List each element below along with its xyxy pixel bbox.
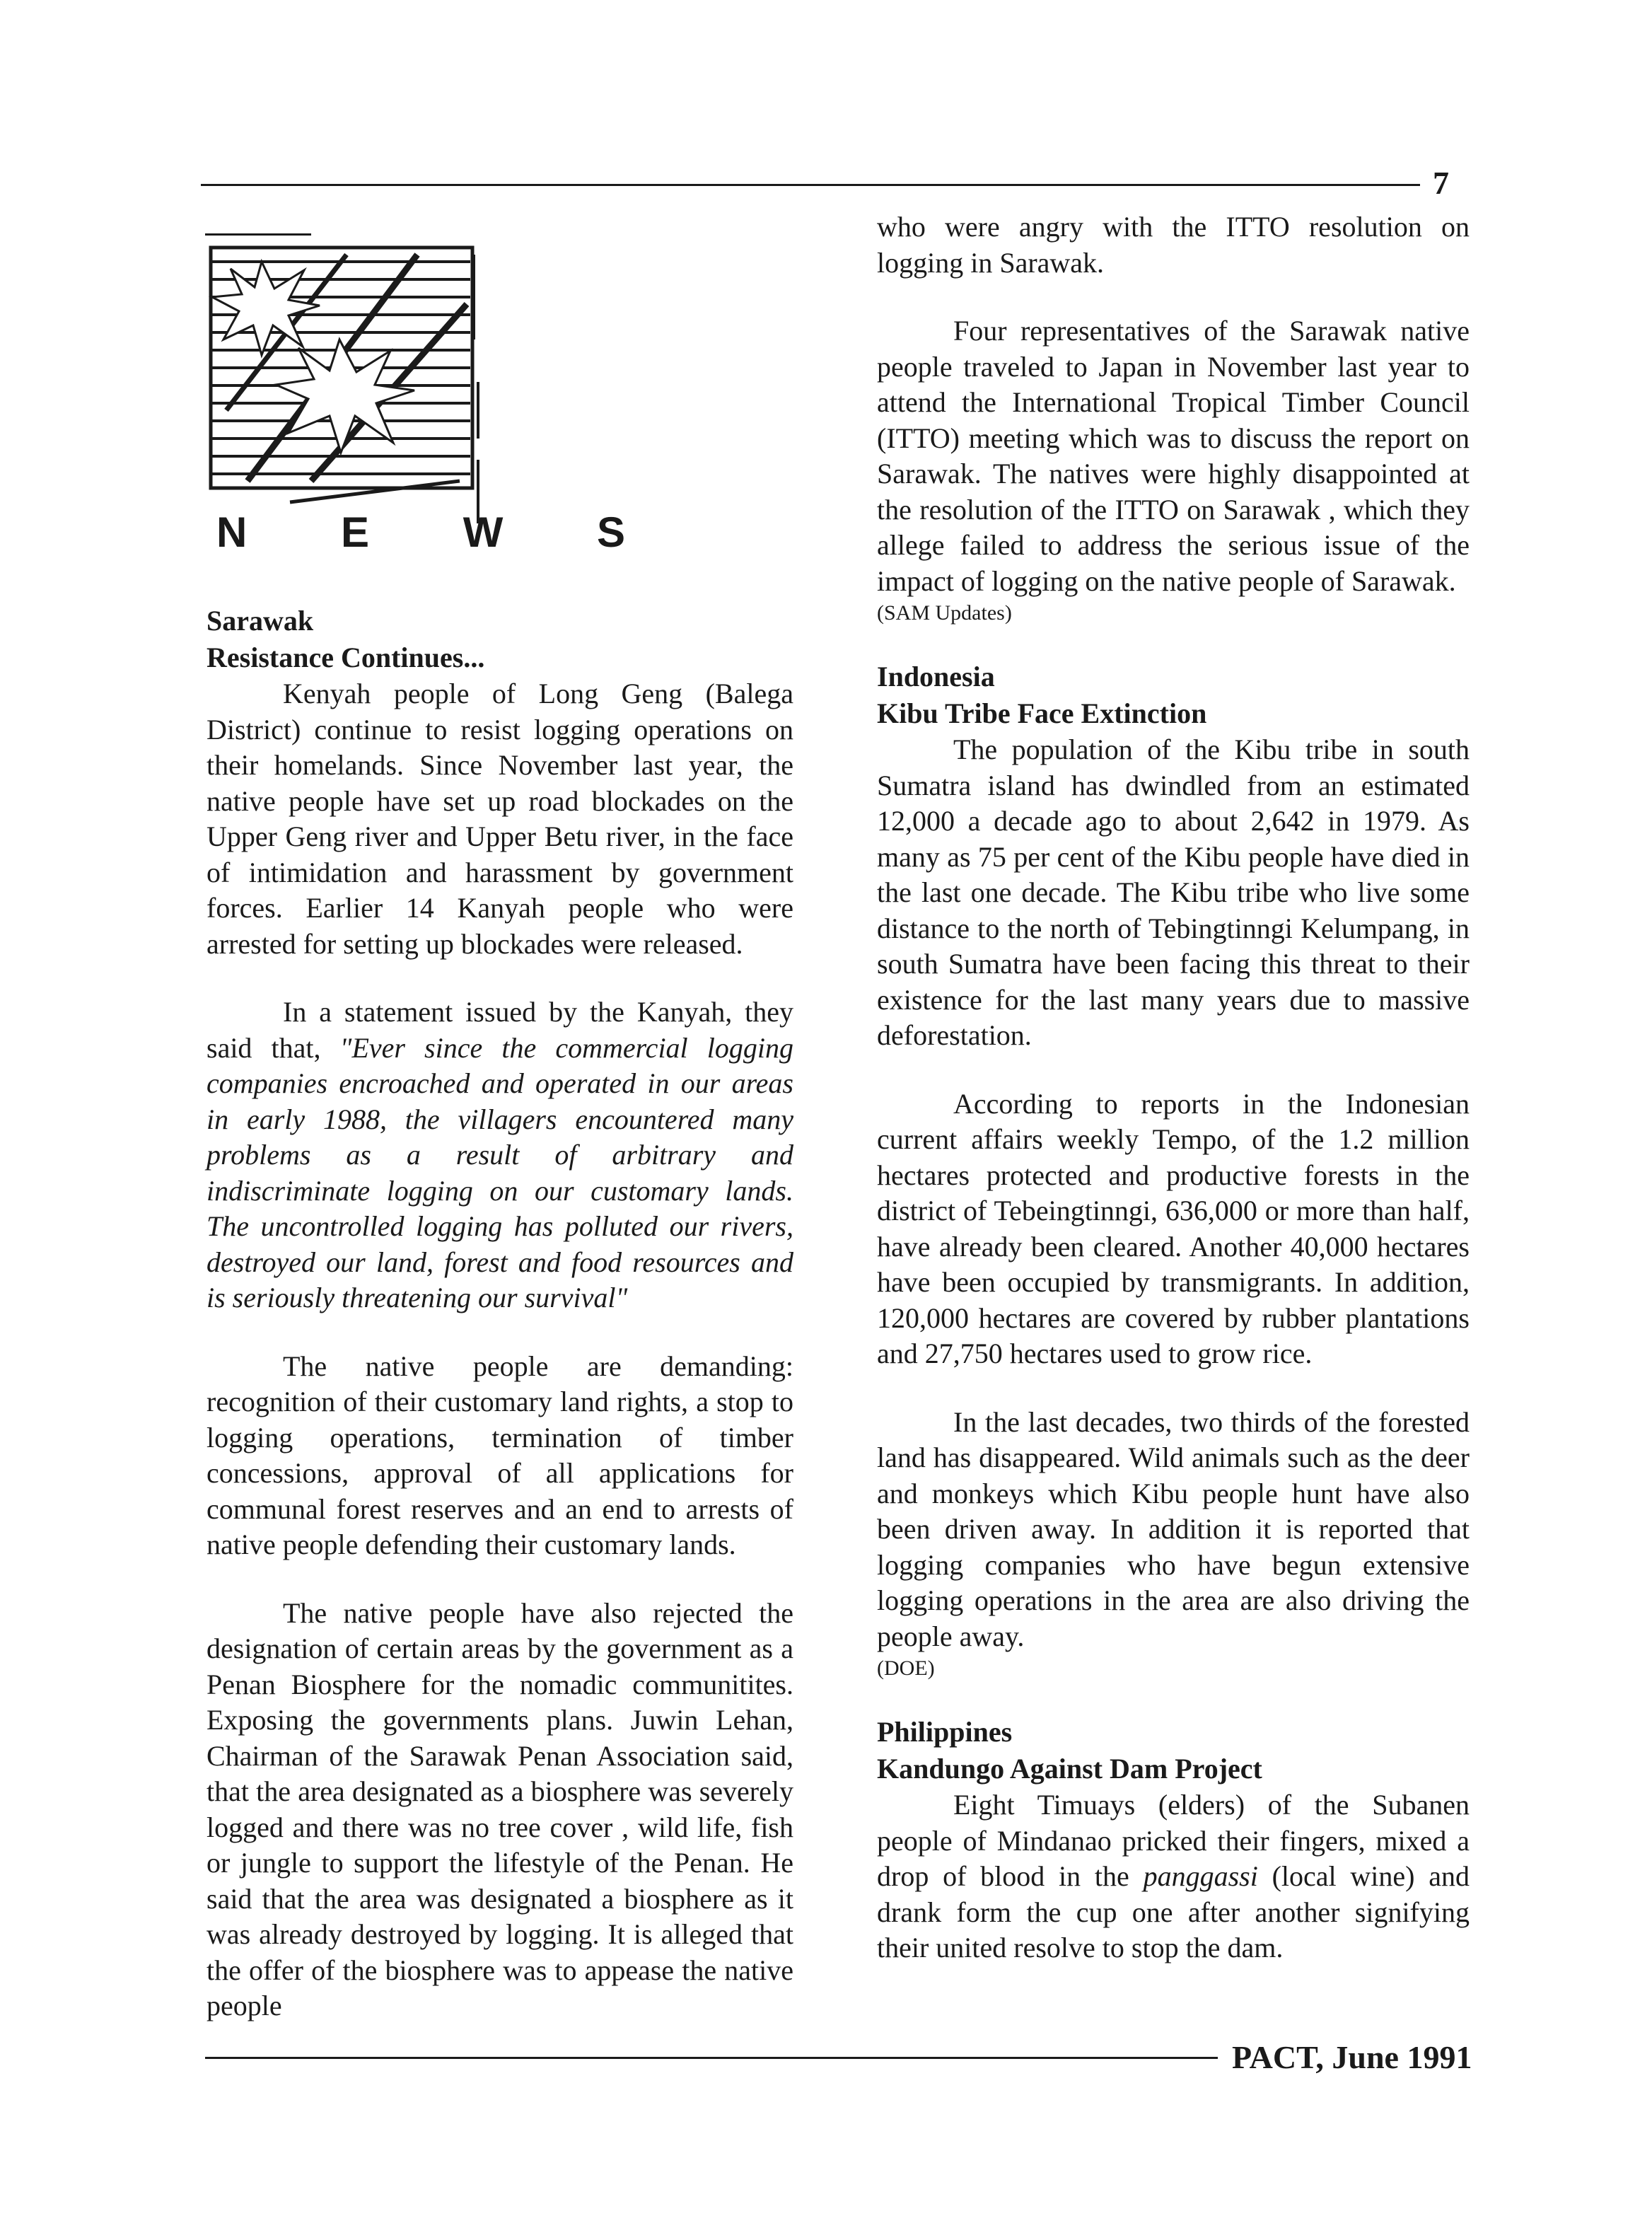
source-sam-updates: (SAM Updates) (877, 601, 1012, 625)
section-title-sarawak: Sarawak (206, 605, 314, 637)
statement-quote: "Ever since the commercial logging companies encroached and operated in our areas in early 1988, the villagers encountered many problems as a result of arbitrary and indiscriminate logging on our customary lands. The uncontrolled logging has polluted our rivers, destroyed our land, forest and food resources and is seriously threatening our survival" (206, 1031, 793, 1313)
paragraph-timuays (877, 1787, 1470, 1966)
paragraph-itto: Four representatives of the Sarawak native people traveled to Japan in November last year to attend the International Tropical Timber Council (ITTO) meeting which was to discuss the report on Sarawak. The natives were highly disappointed at the resolution of the ITTO on Sarawak , which they allege failed to address the serious issue of the impact of logging on the native people of Sarawak. (877, 315, 1470, 597)
paragraph-tempo: According to reports in the Indonesian current affairs weekly Tempo, of the 1.2 million hectares protected and productive forests in the district of Tebeingtinngi, 636,000 or more than half, have already been cleared. Another 40,000 hectares have been occupied by transmigrants. In addition, 120,000 hectares are covered by rubber plantations and 27,750 hectares used to grow rice. (877, 1087, 1470, 1369)
headline-kibu: Kibu Tribe Face Extinction (877, 697, 1207, 729)
header-rule (201, 184, 1420, 186)
paragraph-forest-loss: In the last decades, two thirds of the forested land has disappeared. Wild animals such as the deer and monkeys which Kibu people hunt have also been driven away. In addition it is reported that logging companies who have begun extensive logging operations in the area are also driving the people away. (877, 1405, 1470, 1652)
statement-intro: In a statement issued by the Kanyah, they said that, (206, 996, 793, 1064)
timuays-text-after: (local wine) and drank form the cup one after another signifying their united resolve to stop the dam. (877, 1860, 1470, 1963)
left-column (206, 603, 793, 2024)
news-logo-word: N E W S (216, 509, 667, 556)
section-title-philippines: Philippines (877, 1716, 1013, 1748)
paragraph-continuation: who were angry with the ITTO resolution on logging in Sarawak. (877, 211, 1470, 279)
section-title-indonesia: Indonesia (877, 661, 995, 692)
paragraph-biosphere: The native people have also rejected the designation of certain areas by the government as a Penan Biosphere for the nomadic communitites. Exposing the governments plans. Juwin Lehan, Chairman of the Sarawak Penan Association said, that the area designated as a biosphere was severely logged and there was no tree cover , wild life, fish or jungle to support the lifestyle of the Penan. He said that the area was designated a biosphere as it was already destroyed by logging. It is alleged that the offer of the biosphere was to appease the native people (206, 1596, 793, 2021)
timuays-text-before: Eight Timuays (elders) of the Subanen people of Mindanao pricked their fingers, mixed a drop of blood in the (877, 1789, 1470, 1892)
headline-kandungo: Kandungo Against Dam Project (877, 1753, 1262, 1785)
paragraph-statement (206, 994, 793, 1316)
footer-publication: PACT, June 1991 (1232, 2039, 1472, 2075)
paragraph-demands: The native people are demanding: recognition of their customary land rights, a stop to logging operations, termination of timber concessions, approval of all applications for communal forest reserves and an end to arrests of native people defending their customary lands. (206, 1350, 793, 1560)
paragraph-kenyah: Kenyah people of Long Geng (Balega District) continue to resist logging operations on their homelands. Since November last year, the native people have set up road blockades on the Upper Geng river and Upper Betu river, in the face of intimidation and harassment by government forces. Earlier 14 Kanyah people who were arrested for setting up blockades were released. (206, 678, 793, 960)
paragraph-kibu-population: The population of the Kibu tribe in south Sumatra island has dwindled from an estimated 12,000 a decade ago to about 2,642 in 1979. As many as 75 per cent of the Kibu people have died in the last one decade. The Kibu tribe who live some distance to the north of Tebingtinngi Kelumpang, in south Sumatra have been facing this threat to their existence for the last many years due to massive deforestation. (877, 733, 1470, 1051)
headline-resistance: Resistance Continues... (206, 642, 485, 673)
timuays-text-italic: panggassi (1143, 1860, 1258, 1892)
right-column (877, 209, 1470, 1966)
source-doe: (DOE) (877, 1657, 935, 1680)
footer-rule (205, 2057, 1218, 2059)
page-number: 7 (1433, 165, 1449, 201)
